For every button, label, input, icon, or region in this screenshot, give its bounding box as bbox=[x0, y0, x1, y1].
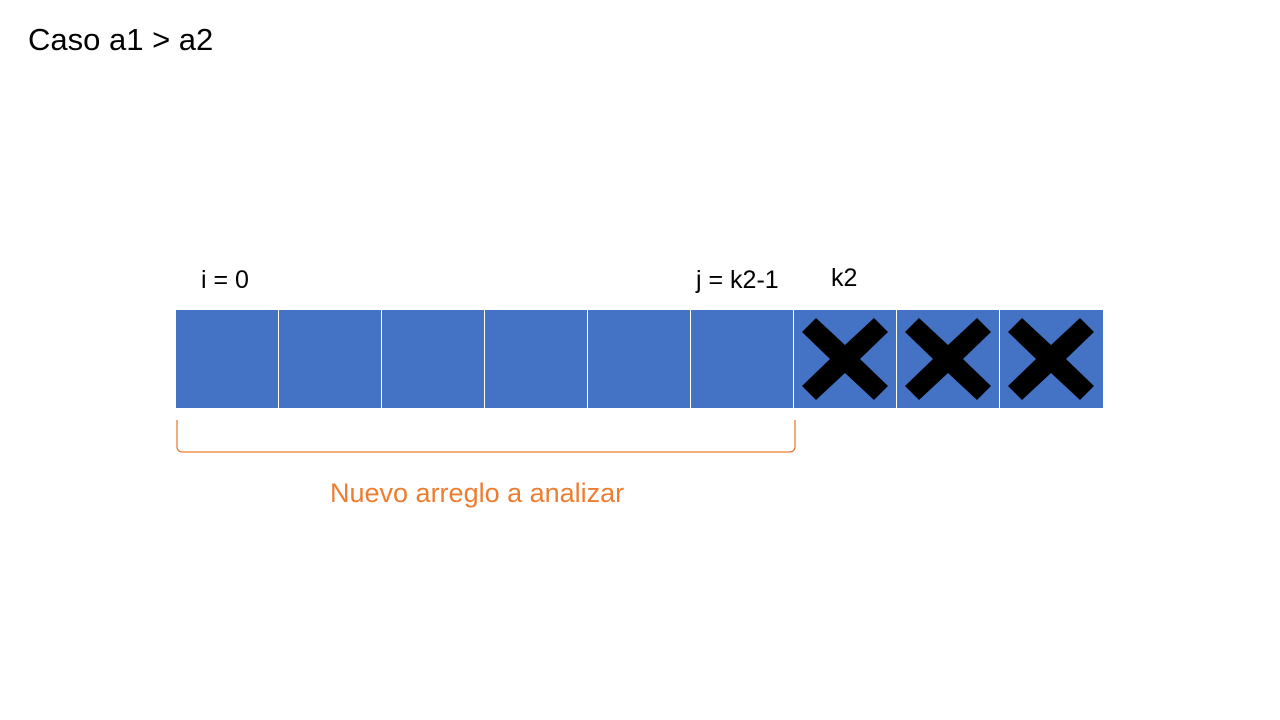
index-j-label: j = k2-1 bbox=[696, 266, 779, 294]
array-cell-8 bbox=[1000, 310, 1103, 408]
index-k2-label: k2 bbox=[831, 264, 858, 292]
array-cell-4 bbox=[588, 310, 691, 408]
array-cell-2 bbox=[382, 310, 485, 408]
subarray-brace bbox=[176, 418, 796, 456]
cross-icon bbox=[905, 318, 991, 400]
index-i-label: i = 0 bbox=[201, 266, 249, 294]
array-cell-3 bbox=[485, 310, 588, 408]
cross-icon bbox=[1008, 318, 1094, 400]
cross-icon bbox=[802, 318, 888, 400]
array-cell-1 bbox=[279, 310, 382, 408]
array bbox=[176, 310, 1104, 408]
array-cell-0 bbox=[176, 310, 279, 408]
array-cell-5 bbox=[691, 310, 794, 408]
subarray-caption: Nuevo arreglo a analizar bbox=[330, 478, 625, 508]
array-cell-6 bbox=[794, 310, 897, 408]
array-cell-7 bbox=[897, 310, 1000, 408]
slide-title: Caso a1 > a2 bbox=[28, 22, 214, 57]
